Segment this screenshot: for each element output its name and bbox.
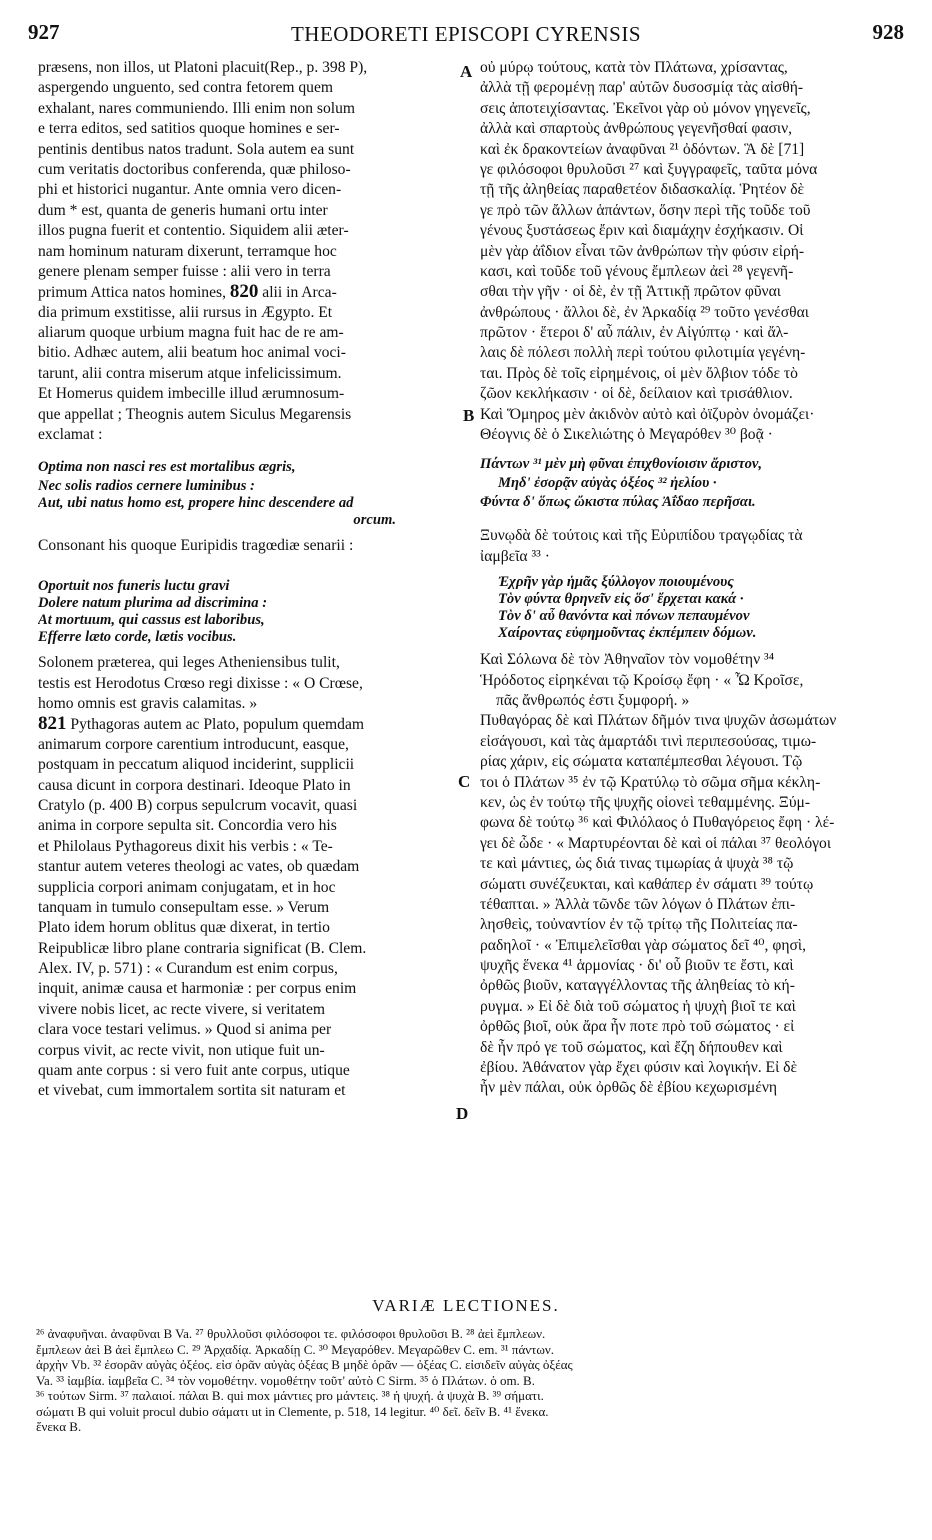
latin-line: et vivebat, cum immortalem sortita sit naturam et [38,1082,346,1100]
latin-line: corpus vivit, ac recte vivit, non utique fuit un- [38,1041,325,1059]
greek-line: Καὶ Ὅμηρος μὲν ἀκιδνὸν αὐτὸ καὶ ὀϊζυρὸν ὀνομάζει· [480,405,815,423]
greek-line: πρῶτον · ἕτεροι δ' αὖ πάλιν, ἐν Αἰγύπτῳ · καὶ ἄλ- [480,324,789,342]
latin-line: nam hominum naturam dixerunt, terramque hoc [38,242,337,260]
greek-column [480,58,900,1099]
latin-verse: At mortuum, qui cassus est laboribus, [38,612,265,629]
latin-line: testis est Herodotus Crœso regi dixisse : « O Crœse, [38,674,363,692]
greek-line: ἰαμβεῖα ³³ · [480,547,550,565]
greek-line: ζῶον κεκλήκασιν · οἱ δὲ, δείλαιον καὶ τρισάθλιον. [480,385,793,403]
latin-line: tanquam in tumulo consepultam esse. » Verum [38,898,330,916]
greek-verse: Τὸν φύντα θρηνεῖν εἰς ὅσ' ἔρχεται κακά · [498,591,744,608]
variae-lectiones-heading: VARIÆ LECTIONES. [372,1296,560,1315]
latin-verse: Efferre læto corde, lætis vocibus. [38,629,237,646]
latin-line: postquam in peccatum aliquod inciderint, supplicii [38,756,355,774]
greek-verse: Τὸν δ' αὖ θανόντα καὶ πόνων πεπαυμένον [498,608,750,625]
latin-line: illos pugna fuerit et contentio. Siquidem alii æter- [38,222,349,240]
latin-line: animarum corpore carentium introducunt, easque, [38,735,349,753]
latin-line: Solonem præterea, qui leges Atheniensibus tulit, [38,654,340,672]
latin-text: Pythagoras autem ac Plato, populum quemdam [70,716,365,734]
greek-line: Πυθαγόρας δὲ καὶ Πλάτων δῆμόν τινα ψυχῶν ἀσωμάτων [480,712,837,730]
latin-line: Et Homerus quidem imbecille illud ærumnosum- [38,385,345,403]
note-line: ἔμπλεων ἀεὶ B ἀεὶ ἔμπλεω C. ²⁹ Ἀρχαδίᾳ. Ἀρκαδίῃ C. ³⁰ Μεγαρόθεν. Μεγαρῶθεν C. em. ³¹ πάντων. [36,1341,555,1357]
apparatus-notes [36,1326,902,1435]
greek-line: ρίας χάριν, εἰς σώματα καταπέμπεσθαι λέγουσι. Τῷ [480,753,803,771]
greek-line: τέθαπται. » Ἀλλὰ τῶνδε τῶν λόγων ὁ Πλάτων ἐπι- [480,895,796,913]
greek-line: κεν, ὡς ἐν τούτῳ τῆς ψυχῆς οἱονεὶ τεθαμμένης. Ξύμ- [480,793,811,811]
note-line: ²⁶ ἀναφυῆναι. ἀναφῦναι B Va. ²⁷ θρυλλοῦσι φιλόσοφοι τε. φιλόσοφοι θρυλοῦσι B. ²⁸ ἀεὶ ἔμπλεων. [36,1326,546,1341]
latin-verse: Optima non nasci res est mortalibus ægris, [38,459,296,476]
greek-line: Καὶ Σόλωνα δὲ τὸν Ἀθηναῖον τὸν νομοθέτην ³⁴ [480,651,775,669]
greek-line: ἦν μὲν πάλαι, οὐκ ὀρθῶς δὲ ἐβίου κεχωρισμένη [480,1079,778,1097]
latin-line: bitio. Adhæc autem, alii beatum hoc animal voci- [38,344,346,362]
running-title: THEODORETI EPISCOPI CYRENSIS [290,22,642,46]
greek-line: πᾶς ἄνθρωπός ἐστι ξυμφορή. » [496,691,690,709]
latin-line: Alex. IV, p. 571) : « Curandum est enim corpus, [38,960,338,978]
latin-line: Plato idem horum oblitus quæ dixerat, in tertio [38,919,330,937]
greek-line: γένους ξυστάσεως ἔριν καὶ διαμάχην ἐσχήκασιν. Οἱ [480,222,804,240]
latin-line: exhalant, nares communiendo. Illi enim non solum [38,99,356,117]
greek-line: δὲ ἦν πρό γε τοῦ σώματος, καὶ ἔζη δήπουθεν καὶ [480,1038,783,1056]
latin-line: supplicia corpori animam conjugatam, et in hoc [38,878,336,896]
latin-verse: Oportuit nos funeris luctu gravi [38,578,230,595]
latin-line: tarunt, alii contra miserum atque infelicissimum. [38,364,342,382]
latin-line: cum veritatis doctoribus conferenda, quæ philoso- [38,160,351,178]
greek-line: ται. Πρὸς δὲ τοῖς εἰρημένοις, οἱ μὲν ὄλβιον τόδε τὸ [480,364,798,382]
page-number-left: 927 [28,20,60,44]
note-line: σώματι B qui voluit procul dubio σάματι ut in Clemente, p. 518, 14 legitur. ⁴⁰ δεῖ. δεῖν B. ⁴¹ ἕνεκα. [36,1403,549,1419]
greek-line: ἐβίου. Ἀθάνατον γὰρ ἔχει φύσιν καὶ λογικήν. Εἰ δὲ [480,1059,798,1077]
latin-text: alii in Arca- [262,284,337,302]
note-line: Va. ³³ ἰαμβία. ἰαμβεῖα C. ³⁴ τὸν νομοθέτην. νομοθέτην τοῦτ' αὐτὸ C Sirm. ³⁵ ὁ Πλάτων. ὁ om. B. [36,1372,535,1388]
note-line: ἀρχὴν Vb. ³² ἐσορᾶν αὐγὰς ὀξέος. εἰσ ὁρᾶν αὐγὰς ὀξέας B μηδὲ ὁρᾶν — ὀξέας C. εἰσιδεῖν αὐγὰς ὀξέας [36,1357,573,1372]
column-number: 820 [229,282,259,303]
greek-line: σώματι συνέζευκται, καὶ καθάπερ ἐν σάματι ³⁹ τούτῳ [480,875,814,893]
greek-line: λαις δὲ πόλεσι πολλὴ περὶ τούτου φιλοτιμία γεγένη- [480,344,806,362]
greek-line: κασι, καὶ τοῦδε τοῦ γένους ἔμπλεων ἀεὶ ²⁸ γεγενῆ- [480,262,794,280]
column-number: 821 [38,714,67,735]
greek-line: ὀρθῶς βιοῖ, οὐκ ἄρα ἦν ποτε πρὸ τοῦ σώματος · εἰ [480,1018,795,1036]
greek-verse: Πάντων ³¹ μὲν μὴ φῦναι ἐπιχθονίοισιν ἄριστον, [480,456,762,473]
note-line: ³⁶ τούτων Sirm. ³⁷ παλαιοί. πάλαι B. qui mox μάντιες pro μάντεις. ³⁸ ἡ ψυχή. ἁ ψυχὰ B. ³⁹ σήματι. [36,1388,544,1403]
latin-text: primum Attica natos homines, [38,284,226,302]
latin-line [38,714,456,734]
greek-line: Ξυνῳδὰ δὲ τούτοις καὶ τῆς Εὐριπίδου τραγῳδίας τὰ [480,527,803,545]
latin-verse: orcum. [353,511,396,528]
latin-line [38,282,456,302]
greek-verse: Χαίροντας εὐφημοῦντας ἐκπέμπειν δόμων. [498,625,757,642]
greek-line: Θέογνις δὲ ὁ Σικελιώτης ὁ Μεγαρόθεν ³⁰ βοᾷ · [480,426,773,444]
margin-letter-c: C [458,772,471,791]
latin-line: stantur autem veteres theologi ac vates, ob quædam [38,858,360,876]
greek-line: τῇ τῆς ἀληθείας παραθετέον διδασκαλίᾳ. Ῥητέον δὲ [480,181,805,199]
latin-line: aspergendo unguento, sed contra fetorem quem [38,79,334,97]
greek-line: ψυχῆς ἕνεκα ⁴¹ ἁρμονίας · δι' οὗ βιοῦν τε ἔστι, καὶ [480,957,794,975]
greek-line: εἰσάγουσι, καὶ τὰς ἁμαρτάδι τινὶ περιπεσούσας, τιμω- [480,732,817,750]
latin-line: præsens, non illos, ut Platoni placuit(Rep., p. 398 P), [38,59,368,76]
page-number-right: 928 [872,20,904,44]
margin-letter-b: B [463,406,475,425]
latin-line: que appellat ; Theognis autem Siculus Megarensis [38,405,352,423]
latin-line: causa dicunt in corpora destinari. Ideoque Plato in [38,776,351,794]
greek-line: ἀλλὰ τῇ φερομένῃ παρ' αὐτῶν δυσοσμίᾳ τὰς αἰσθή- [480,79,804,97]
latin-line: Reipublicæ libro plane contraria significat (B. Clem. [38,939,367,957]
latin-line: vivere nobis licet, ac recte vivere, si veritatem [38,1000,326,1018]
greek-line: γει δὲ ὧδε · « Μαρτυρέονται δὲ καὶ οἱ πάλαι ³⁷ θεολόγοι [480,834,832,852]
latin-line: Cratylo (p. 400 B) corpus sepulcrum vocavit, quasi [38,796,358,814]
latin-line: pentinis dentibus natos tradunt. Sola autem ea sunt [38,140,355,158]
greek-line: οὐ μύρῳ τούτους, κατὰ τὸν Πλάτωνα, χρίσαντας, [480,59,788,76]
latin-line: e terra editos, sed satitios quoque homines e ser- [38,120,340,138]
greek-line: ἀλλὰ καὶ σπαρτοὺς ἀνθρώπους γεγενῆσθαί φασιν, [480,120,793,138]
greek-verse: Μηδ' ἐσορᾷν αὐγὰς ὀξέος ³² ἠελίου · [498,475,717,492]
greek-line: ὀρθῶς βιοῦν, καταγγέλλοντας τῆς ἀληθείας τὸ κή- [480,977,795,995]
latin-line: dum * est, quanta de generis humani ortu inter [38,201,328,219]
latin-line: phi et historici nugantur. Ante omnia vero dicen- [38,181,342,199]
latin-line: anima in corpore sepulta sit. Concordia vero his [38,817,337,835]
latin-line: homo omnis est gravis calamitas. » [38,694,258,712]
margin-letter-d: D [456,1104,469,1123]
latin-line: aliarum quoque urbium magna fuit hac de re am- [38,324,344,342]
latin-line: dia primum exstitisse, alii rursus in Ægypto. Et [38,303,333,321]
greek-line: ραδηλοῖ · « Ἐπιμελεῖσθαι γὰρ σώματος δεῖ ⁴⁰, φησὶ, [480,936,806,954]
margin-letter-a: A [460,62,473,81]
note-line: ἕνεκα B. [36,1419,82,1434]
latin-line: exclamat : [38,426,103,444]
latin-line: clara voce testari velimus. » Quod si anima per [38,1021,332,1039]
greek-verse: Φύντα δ' ὅπως ὤκιστα πύλας Ἀΐδαο περῆσαι. [480,494,756,511]
greek-line: τοι ὁ Πλάτων ³⁵ ἐν τῷ Κρατύλῳ τὸ σῶμα σῆμα κέκλη- [480,773,821,791]
latin-line: quam ante corpus : si vero fuit ante corpus, utique [38,1062,350,1080]
latin-line: et Philolaus Pythagoreus dixit his verbis : « Te- [38,837,333,855]
greek-line: Ἡρόδοτος εἰρηκέναι τῷ Κροίσῳ ἔφη · « Ὦ Κροῖσε, [480,671,804,689]
latin-verse: Aut, ubi natus homo est, propere hinc descendere ad [38,494,354,511]
greek-line: μὲν γὰρ ἀΐδιον εἶναι τῶν ἀνθρώπων τὴν φύσιν εἰρή- [480,242,805,260]
latin-line: genere plenam semper fuisse : alii vero in terra [38,262,331,280]
greek-line: φωνα δὲ τούτῳ ³⁶ καὶ Φιλόλαος ὁ Πυθαγόρειος ἔφη · λέ- [480,814,835,832]
greek-line: ἀνθρώπους · ἄλλοι δὲ, ἐν Ἀρκαδίᾳ ²⁹ τοῦτο γενέσθαι [480,303,809,321]
running-header [28,20,904,50]
greek-line: καὶ ἐκ δρακοντείων ἀναφῦναι ²¹ ὀδόντων. Ἃ δὲ [71] [480,140,805,158]
greek-line: λησθεὶς, τοὐναντίον ἐν τῷ τρίτῳ τῆς Πολιτείας πα- [480,916,798,934]
greek-line: ρυγμα. » Εἰ δὲ διὰ τοῦ σώματος ἡ ψυχὴ βιοῖ τε καὶ [480,997,796,1015]
greek-line: γε πρὸ τῶν ἄλλων ἁπάντων, ὅσην περὶ τῆς τοῦδε τοῦ [480,201,811,219]
greek-line: γε φιλόσοφοι θρυλοῦσι ²⁷ καὶ ξυγγραφεῖς, ταῦτα μόνα [480,160,818,178]
latin-verse: Nec solis radios cernere luminibus : [38,477,255,494]
greek-verse: Ἐχρῆν γὰρ ἡμᾶς ξύλλογον ποιουμένους [498,574,734,591]
latin-column [38,58,456,1102]
greek-line: τε καὶ μάντιες, ὡς διά τινας τιμωρίας ἁ ψυχὰ ³⁸ τῷ [480,855,794,873]
greek-line: σεις ἀποτειχίσαντας. Ἐκεῖνοι γὰρ οὐ μόνον γηγενεῖς, [480,99,811,117]
greek-line: σθαι τὴν γῆν · οἱ δὲ, ἐν τῇ Ἀττικῇ πρῶτον φῦναι [480,283,781,301]
latin-verse: Dolere natum plurima ad discrimina : [38,595,268,612]
latin-line: inquit, animæ causa et harmoniæ : per corpus enim [38,980,357,998]
latin-line: Consonant his quoque Euripidis tragœdiæ senarii : [38,536,354,554]
